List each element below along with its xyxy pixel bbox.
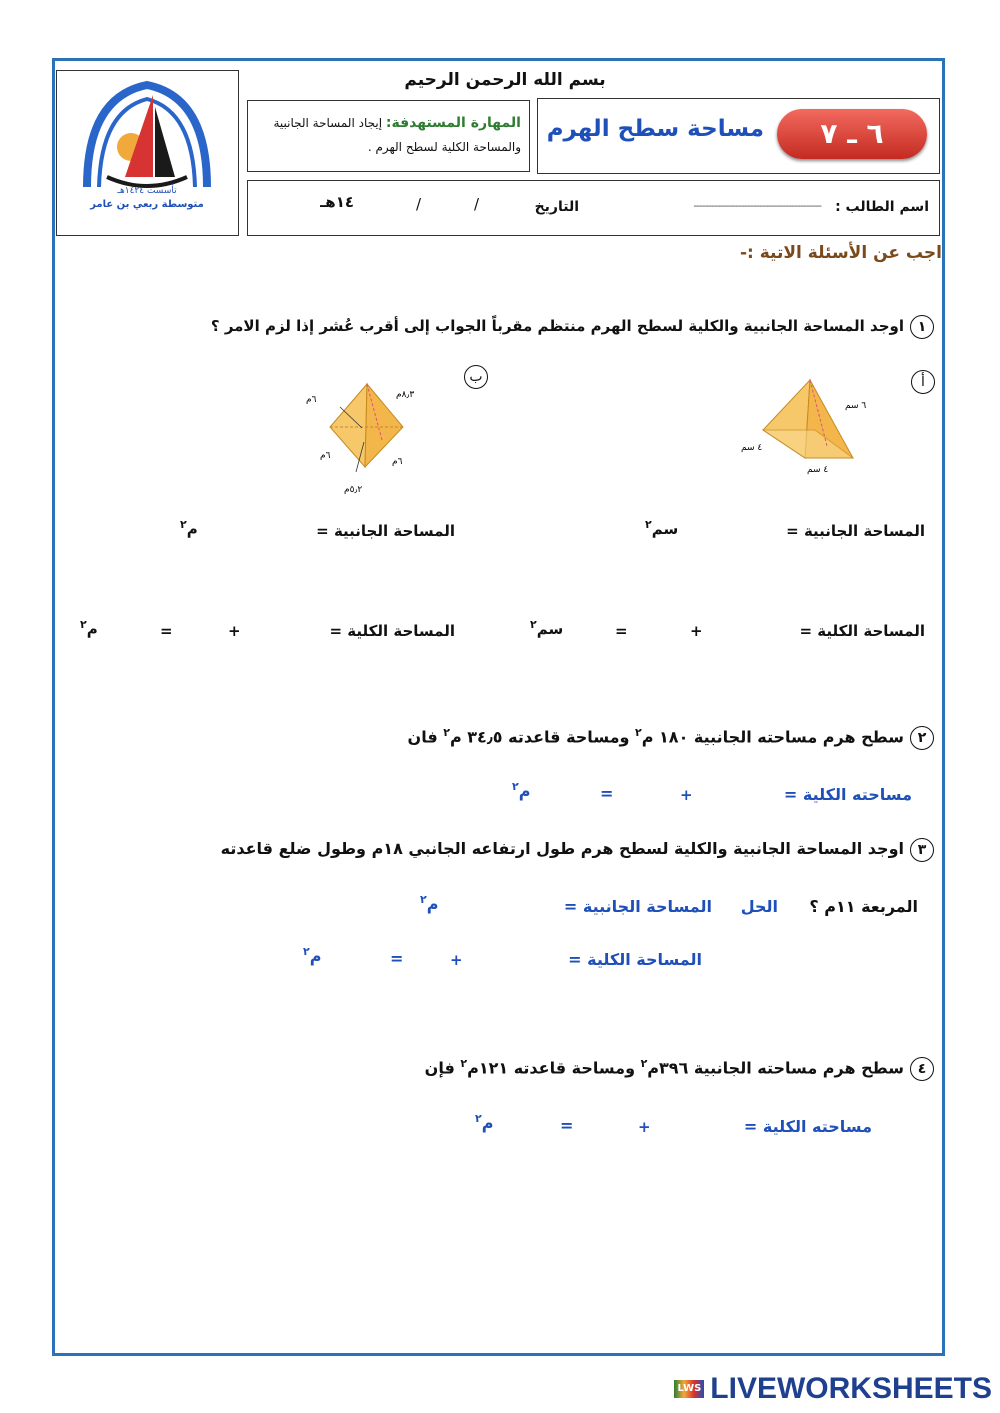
logo-text-1: تأسست ١٤٢٤هـ	[117, 186, 177, 196]
q1a-total-label: المساحة الكلية =	[799, 622, 925, 640]
q4-text-b: ومساحة قاعدته ١٢١م	[467, 1058, 641, 1078]
q1-part-b-label: ب	[464, 365, 488, 389]
basmala: بسم الله الرحمن الرحيم	[404, 70, 606, 90]
q4-text-a: سطح هرم مساحته الجانبية ٣٩٦م	[647, 1058, 904, 1078]
sq-mark: ٢	[640, 1057, 648, 1070]
date-slash-2: /	[415, 195, 421, 213]
q1a-equals: =	[615, 622, 628, 640]
q1b-lateral-label: المساحة الجانبية =	[316, 522, 455, 540]
pyramid-b-figure	[300, 372, 450, 502]
pyramid-b-dim-3: ٦م	[320, 451, 331, 461]
q3-total-unit	[303, 945, 321, 965]
liveworksheets-brand: LIVEWORKSHEETS	[710, 1372, 992, 1405]
lesson-number: ٦ ـ ٧	[820, 117, 884, 150]
sq-mark: ٢	[635, 726, 642, 739]
date-label: التاريخ	[534, 199, 579, 215]
q2-text-a: سطح هرم مساحته الجانبية ١٨٠ م	[641, 727, 904, 747]
sq-mark: ٢	[512, 780, 519, 793]
sq-mark: ٢	[420, 893, 427, 906]
q3-total-label: المساحة الكلية =	[568, 950, 702, 969]
q2-answer-label: مساحته الكلية =	[783, 785, 912, 804]
pyramid-b-dim-2: ٨٫٣م	[396, 390, 415, 400]
unit-m: م	[481, 1113, 494, 1133]
q3-equals: =	[390, 949, 404, 968]
lws-mark-text: LWS	[677, 1383, 702, 1394]
q2-number: ٢	[910, 726, 934, 750]
q1-text-line	[211, 315, 934, 339]
sq-mark: ٢	[460, 1057, 468, 1070]
q2-text-c: فان	[407, 727, 444, 747]
q2-text-b: ومساحة قاعدته ٣٤٫٥ م	[449, 727, 636, 747]
pyramid-a-dim-slant: ٦ سم	[845, 401, 867, 411]
q3-plus: +	[450, 951, 463, 969]
sq-mark: ٢	[645, 518, 652, 531]
sq-mark: ٢	[530, 618, 537, 631]
q2-text-line	[408, 726, 934, 750]
q3-number: ٣	[910, 838, 934, 862]
q3-lateral-unit	[420, 893, 438, 913]
sq-mark: ٢	[180, 518, 187, 531]
date-year: ١٤هـ	[320, 193, 354, 211]
school-logo-box	[56, 70, 239, 236]
student-info-box	[247, 180, 940, 236]
logo-text-2: متوسطة ربعي بن عامر	[90, 199, 204, 210]
sq-mark: ٢	[303, 945, 310, 958]
q3-text-line	[221, 838, 934, 862]
q2-plus: +	[680, 786, 693, 804]
unit-m: م	[426, 894, 439, 914]
q3-lateral-label: المساحة الجانبية =	[563, 897, 712, 916]
q1b-plus: +	[228, 622, 241, 640]
q1b-lateral-unit	[180, 518, 198, 538]
pyramid-b-dim-4: ٦م	[392, 457, 403, 467]
q1b-total-label: المساحة الكلية =	[329, 622, 455, 640]
q2-unit	[512, 780, 530, 800]
lesson-title-box	[537, 98, 940, 174]
unit-m: م	[186, 520, 198, 538]
q4-text-c: فإن	[424, 1058, 461, 1078]
sq-mark: ٢	[80, 618, 87, 631]
q1-text: اوجد المساحة الجانبية والكلية لسطح الهرم منتظم مقرباً الجواب إلى أقرب عُشر إذا لزم الامر ؟	[210, 317, 904, 335]
unit-cm: سم	[536, 620, 564, 638]
skill-text-2: والمساحة الكلية لسطح الهرم .	[367, 140, 521, 154]
lesson-title: مساحة سطح الهرم	[546, 116, 764, 142]
school-logo	[67, 77, 227, 217]
student-name-label: اسم الطالب :	[835, 199, 929, 215]
sq-mark: ٢	[443, 726, 450, 739]
liveworksheets-logo[interactable]	[674, 1369, 992, 1409]
q4-text-line	[425, 1057, 934, 1081]
skill-text-1: إيجاد المساحة الجانبية	[273, 116, 386, 130]
q4-plus: +	[638, 1118, 651, 1136]
unit-cm: سم	[651, 520, 679, 538]
q3-text: اوجد المساحة الجانبية والكلية لسطح هرم طول ارتفاعه الجانبي ١٨م وطول ضلع قاعدته	[220, 839, 904, 858]
q2-equals: =	[600, 784, 614, 803]
sq-mark: ٢	[475, 1112, 482, 1125]
q3-solution-label: الحل	[740, 897, 778, 916]
pyramid-b-dim-5: ٥٫٢م	[344, 485, 363, 495]
q1-number: ١	[910, 315, 934, 339]
q3-text-2: المربعة ١١م ؟	[809, 897, 918, 916]
pyramid-a-dim-left: ٤ سم	[741, 443, 763, 453]
student-name-line[interactable]: -------------------------------------------	[693, 199, 821, 212]
q4-equals: =	[560, 1116, 574, 1135]
q1a-total-unit	[530, 618, 563, 638]
q1a-lateral-unit	[645, 518, 678, 538]
date-slash-1: /	[473, 195, 479, 213]
q1-part-a-label: أ	[911, 370, 935, 394]
unit-m: م	[518, 781, 531, 801]
q1b-total-unit	[80, 618, 98, 638]
q4-number: ٤	[910, 1057, 934, 1081]
q4-unit	[475, 1112, 493, 1132]
instruction: اجب عن الأسئلة الاتية :-	[739, 243, 942, 263]
unit-m: م	[309, 946, 322, 966]
unit-m: م	[86, 620, 98, 638]
q1b-equals: =	[160, 622, 173, 640]
q1a-plus: +	[690, 622, 703, 640]
skill-box	[247, 100, 530, 172]
pyramid-b-dim-1: ٦م	[306, 395, 317, 405]
q1a-lateral-label: المساحة الجانبية =	[786, 522, 925, 540]
q4-answer-label: مساحته الكلية =	[743, 1117, 872, 1136]
lws-mark-icon	[674, 1380, 704, 1398]
pyramid-a-dim-bottom: ٤ سم	[807, 465, 829, 475]
skill-label: المهارة المستهدفة:	[385, 115, 521, 131]
pyramid-a-figure	[715, 370, 885, 480]
lesson-badge	[777, 109, 927, 159]
